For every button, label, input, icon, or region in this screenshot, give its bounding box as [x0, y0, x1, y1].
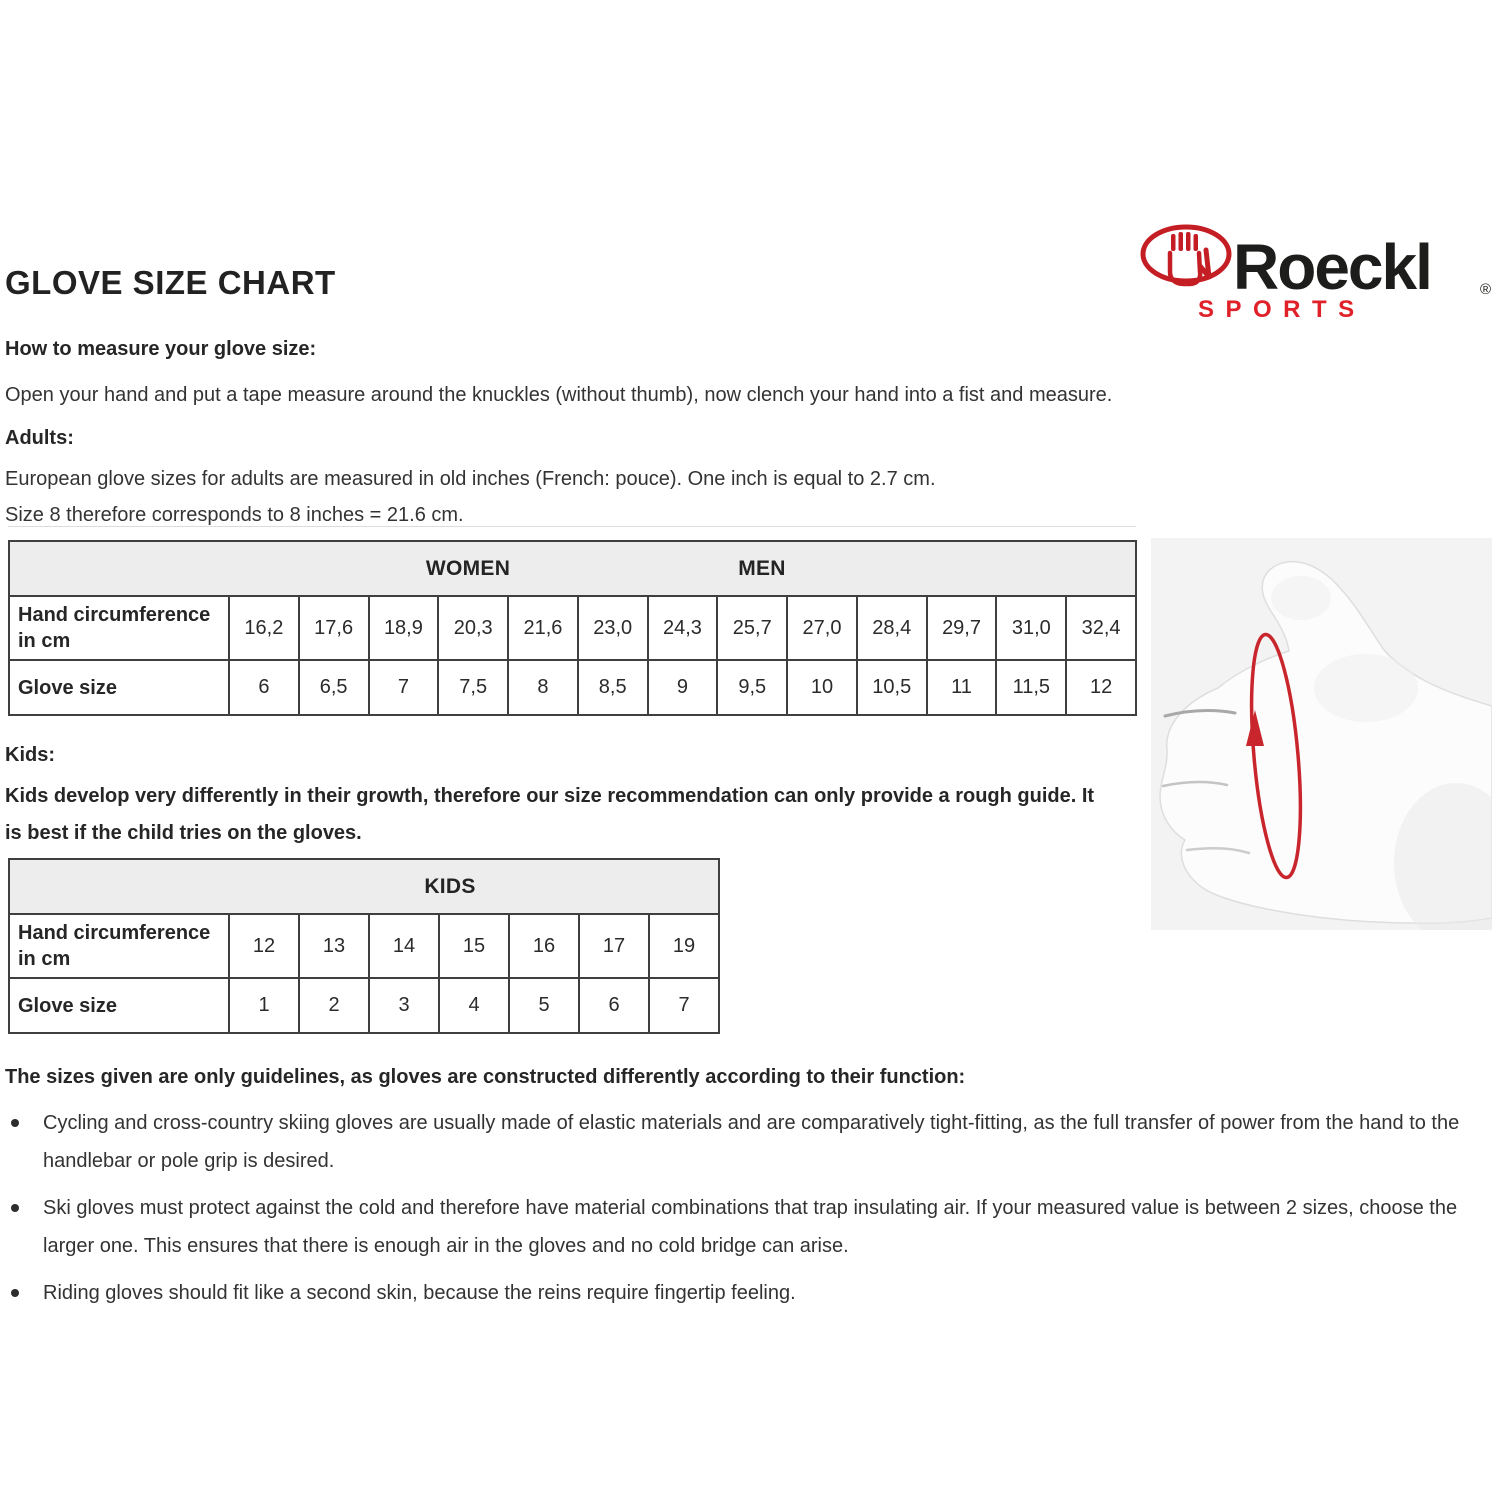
circumference-cell: 23,0 [578, 596, 648, 660]
kids-table-group-header [9, 859, 719, 914]
circumference-cell: 18,9 [369, 596, 439, 660]
circumference-cell: 17,6 [299, 596, 369, 660]
size-cell: 10,5 [857, 660, 927, 715]
size-cell: 6 [229, 660, 299, 715]
adult-table-group-header [9, 541, 1136, 596]
size-cell: 9 [648, 660, 718, 715]
adults-heading: Adults: [5, 427, 74, 449]
adults-text-line2: Size 8 therefore corresponds to 8 inches = 21.6 cm. [5, 504, 464, 526]
bullet-text: Cycling and cross-country skiing gloves are usually made of elastic materials and are comparatively tight-fitting, as the full transfer of power from the hand to the handlebar or pole grip is desired. [43, 1112, 1460, 1172]
row-label-glove-size: Glove size [9, 660, 229, 715]
circumference-cell: 29,7 [927, 596, 997, 660]
circumference-cell: 17 [579, 914, 649, 978]
circumference-cell: 16 [509, 914, 579, 978]
size-cell: 8,5 [578, 660, 648, 715]
kids-circumference-row [9, 914, 719, 978]
page-title: GLOVE SIZE CHART [5, 264, 336, 301]
circumference-cell: 27,0 [787, 596, 857, 660]
guidelines-list [5, 1104, 1475, 1321]
roeckl-logo-graphic [1140, 220, 1500, 322]
brand-sub: SPORTS [1198, 296, 1366, 322]
circumference-cell: 24,3 [648, 596, 718, 660]
hand-photo [1151, 538, 1492, 930]
row-label-glove-size: Glove size [9, 978, 229, 1033]
bullet-dot-icon [11, 1204, 19, 1212]
circumference-cell: 25,7 [717, 596, 787, 660]
kids-size-table [8, 858, 720, 1034]
kids-glove-size-row [9, 978, 719, 1033]
separator-line [8, 526, 1136, 527]
size-cell: 12 [1066, 660, 1136, 715]
size-cell: 6,5 [299, 660, 369, 715]
adult-size-table [8, 540, 1137, 716]
circumference-cell: 28,4 [857, 596, 927, 660]
adults-text-line1: European glove sizes for adults are measured in old inches (French: pouce). One inch is equal to 2.7 cm. [5, 468, 936, 490]
bullet-item [5, 1274, 1475, 1312]
row-label-circumference: Hand circumference in cm [9, 596, 229, 660]
kids-text: Kids develop very differently in their growth, therefore our size recommendation can only provide a rough guide. It is best if the child tries on the gloves. [5, 785, 1095, 844]
circumference-cell: 32,4 [1066, 596, 1136, 660]
bullet-dot-icon [11, 1289, 19, 1297]
kids-heading: Kids: [5, 744, 55, 766]
circumference-cell: 19 [649, 914, 719, 978]
size-cell: 9,5 [717, 660, 787, 715]
group-header-women: WOMEN [425, 556, 511, 580]
size-cell: 5 [509, 978, 579, 1033]
bullet-text: Riding gloves should fit like a second skin, because the reins require fingertip feeling. [43, 1282, 796, 1304]
size-cell: 7,5 [438, 660, 508, 715]
circumference-cell: 12 [229, 914, 299, 978]
bullet-dot-icon [11, 1119, 19, 1127]
circumference-cell: 16,2 [229, 596, 299, 660]
size-cell: 7 [649, 978, 719, 1033]
size-cell: 2 [299, 978, 369, 1033]
roeckl-hand-logo-icon [1143, 227, 1229, 284]
size-cell: 11 [927, 660, 997, 715]
brand-name: Roeckl [1233, 231, 1431, 303]
group-header-kids: KIDS [424, 874, 476, 898]
hand-measure-figure [1151, 538, 1492, 930]
size-cell: 6 [579, 978, 649, 1033]
brand-logo [1140, 220, 1500, 322]
registered-mark: ® [1480, 281, 1492, 298]
circumference-cell: 20,3 [438, 596, 508, 660]
size-cell: 8 [508, 660, 578, 715]
bullet-item [5, 1189, 1475, 1265]
size-cell: 1 [229, 978, 299, 1033]
adult-circumference-row [9, 596, 1136, 660]
bullet-item [5, 1104, 1475, 1180]
how-to-heading: How to measure your glove size: [5, 338, 317, 360]
circumference-cell: 21,6 [508, 596, 578, 660]
size-cell: 10 [787, 660, 857, 715]
size-cell: 4 [439, 978, 509, 1033]
size-cell: 3 [369, 978, 439, 1033]
how-to-text: Open your hand and put a tape measure around the knuckles (without thumb), now clench your hand into a fist and measure. [5, 384, 1113, 406]
circumference-cell: 13 [299, 914, 369, 978]
size-cell: 7 [369, 660, 439, 715]
group-header-men: MEN [738, 556, 786, 580]
adult-glove-size-row [9, 660, 1136, 715]
row-label-circumference: Hand circumference in cm [9, 914, 229, 978]
guidelines-heading: The sizes given are only guidelines, as gloves are constructed differently according to their function: [5, 1066, 966, 1088]
size-cell: 11,5 [996, 660, 1066, 715]
circumference-cell: 31,0 [996, 596, 1066, 660]
circumference-cell: 14 [369, 914, 439, 978]
bullet-text: Ski gloves must protect against the cold and therefore have material combinations that trap insulating air. If your measured value is between 2 sizes, choose the larger one. This ensures that there is enough air in the gloves and no cold bridge can arise. [43, 1197, 1458, 1257]
circumference-cell: 15 [439, 914, 509, 978]
